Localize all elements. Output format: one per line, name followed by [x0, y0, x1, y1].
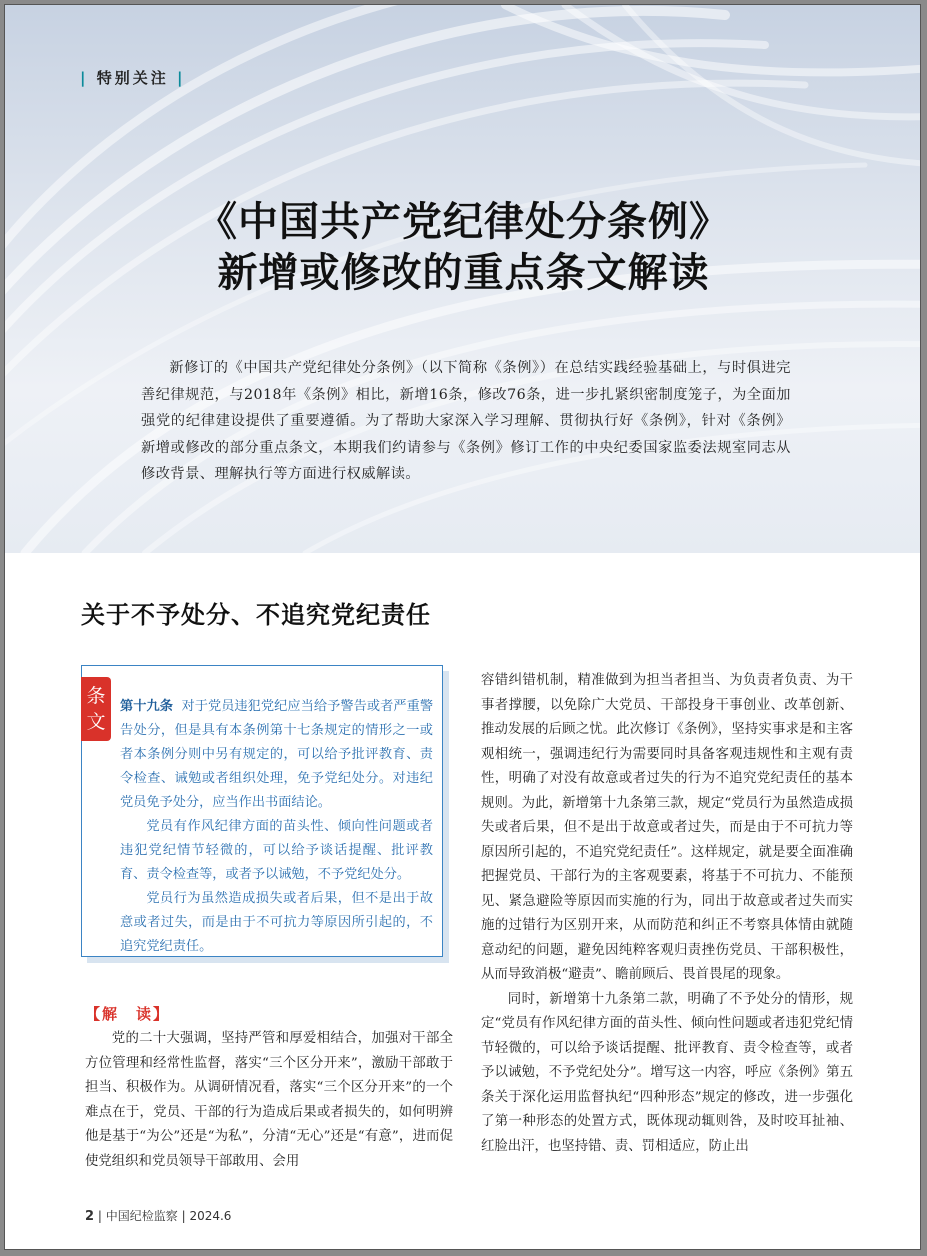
article-title-line1: 《中国共产党纪律处分条例》 [197, 199, 730, 245]
interpretation-label: 【解 读】 [85, 1005, 171, 1023]
left-column [85, 1027, 453, 1174]
intro-paragraph: 新修订的《中国共产党纪律处分条例》（以下简称《条例》）在总结实践经验基础上，与时俱进完善纪律规范，与2018年《条例》相比，新增16条，修改76条，进一步扎紧织密制度笼子，为全面加强党的纪律建设提供了重要遵循。为了帮助大家深入学习理解、贯彻执行好《条例》，针对《条例》新增或修改的部分重点条文，本期我们约请参与《条例》修订工作的中央纪委国家监委法规室同志从修改背景、理解执行等方面进行权威解读。 [141, 360, 791, 482]
hero-banner [5, 5, 921, 553]
section-heading: 关于不予处分、不追究党纪责任 [81, 601, 431, 629]
magazine-page [4, 4, 921, 1250]
page-number: 2 [85, 1209, 95, 1224]
page-footer: 2 | 中国纪检监察 | 2024.6 [85, 1209, 232, 1224]
issue-date: 2024.6 [189, 1209, 232, 1223]
article-para-3: 党员行为虽然造成损失或者后果，但不是出于故意或者过失，而是由于不可抗力等原因所引起的，不追究党纪责任。 [120, 891, 433, 954]
right-column [481, 669, 853, 1159]
article-text [120, 695, 433, 959]
interpretation-right-para-1: 容错纠错机制，精准做到为担当者担当、为负责者负责、为干事者撑腰，以免除广大党员、干部投身干事创业、改革创新、推动发展的后顾之忧。此次修订《条例》，坚持实事求是和主客观相统一，强调违纪行为需要同时具备客观违规性和主观有责性，明确了对没有故意或者过失的行为不追究党纪责任的基本规则。为此，新增第十九条第三款，规定“党员行为虽然造成损失或者后果，但不是出于故意或者过失，而是由于不可抗力等原因所引起的，不追究党纪责任”。这样规定，就是要全面准确把握党员、干部行为的主客观要素，将基于不可抗力、不能预见、紧急避险等原因而实施的行为，同出于故意或者过失而实施的过错行为区别开来，从而防范和纠正不考察具体情由就随意动纪的问题，避免因纯粹客观归责挫伤党员、干部积极性，从而导致消极“避责”、瞻前顾后、畏首畏尾的现象。 [481, 673, 853, 982]
magazine-name: 中国纪检监察 [105, 1209, 178, 1223]
article-title-line2: 新增或修改的重点条文解读 [217, 250, 710, 296]
article-label: 条文 [81, 677, 111, 741]
column-tag: | 特别关注 | [80, 69, 186, 87]
article-para-2: 党员有作风纪律方面的苗头性、倾向性问题或者违犯党纪情节轻微的，可以给予谈话提醒、批评教育、责令检查等，或者予以诫勉，不予党纪处分。 [120, 819, 433, 882]
article-para-1: 对于党员违犯党纪应当给予警告或者严重警告处分，但是具有本条例第十七条规定的情形之一或者本条例分则中另有规定的，可以给予批评教育、责令检查、诫勉或者组织处理，免予党纪处分。对违纪党员免予处分，应当作出书面结论。 [120, 699, 434, 810]
interpretation-right-para-2: 同时，新增第十九条第二款，明确了不予处分的情形，规定“党员有作风纪律方面的苗头性、倾向性问题或者违犯党纪情节轻微的，可以给予谈话提醒、批评教育、责令检查等，或者予以诫勉，不予党纪处分”。增写这一内容，呼应《条例》第五条关于深化运用监督执纪“四种形态”规定的修改，进一步强化了第一种形态的处置方式，既体现动辄则咎，及时咬耳扯袖、红脸出汗，也坚持错、责、罚相适应，防止出 [481, 991, 853, 1154]
article-number: 第十九条 [120, 699, 173, 714]
interpretation-left-para: 党的二十大强调，坚持严管和厚爱相结合，加强对干部全方位管理和经常性监督，落实“三个区分开来”，激励干部敢于担当、积极作为。从调研情况看，落实“三个区分开来”的一个难点在于，党员、干部的行为造成后果或者损失的，如何明辨他是基于“为公”还是“为私”，分清“无心”还是“有意”，进而促使党组织和党员领导干部敢用、会用 [85, 1031, 453, 1169]
